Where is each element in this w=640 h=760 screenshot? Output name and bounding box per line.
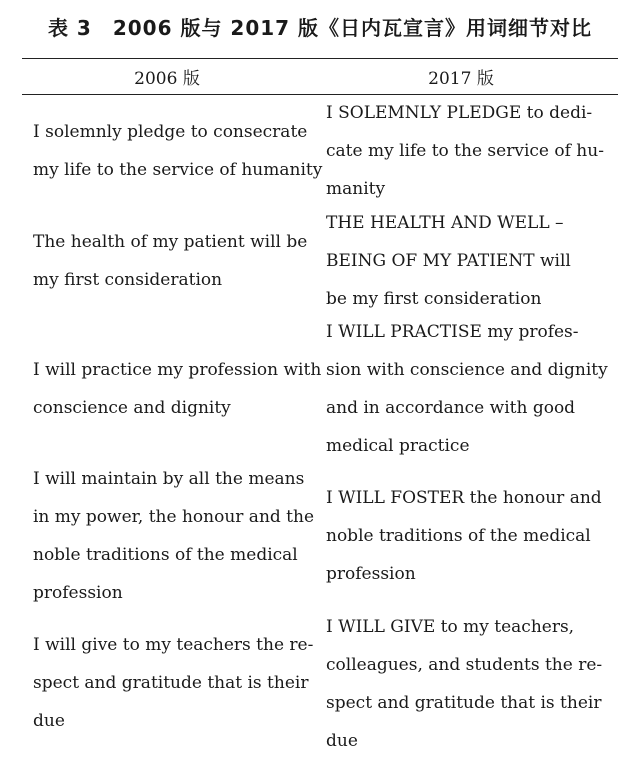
row-4-2006-text: I will maintain by all the means in my power, the honour and the noble traditions of the medical profession (33, 469, 315, 603)
row-4-2017-text: I WILL FOSTER the honour and noble traditions of the medical profession (326, 488, 602, 584)
row-2-2006-text: The health of my patient will be my first consideration (33, 232, 308, 290)
row-1-2017-text: I SOLEMNLY PLEDGE to dedi- cate my life to the service of hu- manity (326, 103, 604, 199)
row-5-2017-text: I WILL GIVE to my teachers, colleagues, and students the re- spect and gratitude that is their due (326, 617, 603, 751)
column-header-2017: 2017 版 (428, 69, 494, 89)
row-5-2006-text: I will give to my teachers the re- spect and gratitude that is their due (33, 635, 314, 731)
table-title: 表 3 2006 版与 2017 版《日内瓦宣言》用词细节对比 (47, 16, 593, 40)
row-1-2006-text: I solemnly pledge to consecrate my life to the service of humanity (33, 122, 323, 180)
column-header-2006: 2006 版 (134, 69, 200, 89)
row-3-2017-text: I WILL PRACTISE my profes- sion with conscience and dignity and in accordance with good medical practice (326, 322, 608, 456)
top-rule (22, 58, 618, 59)
row-2-2017-text: THE HEALTH AND WELL – BEING OF MY PATIENT will be my first consideration (326, 213, 571, 309)
row-3-2006-text: I will practice my profession with conscience and dignity (33, 360, 322, 418)
